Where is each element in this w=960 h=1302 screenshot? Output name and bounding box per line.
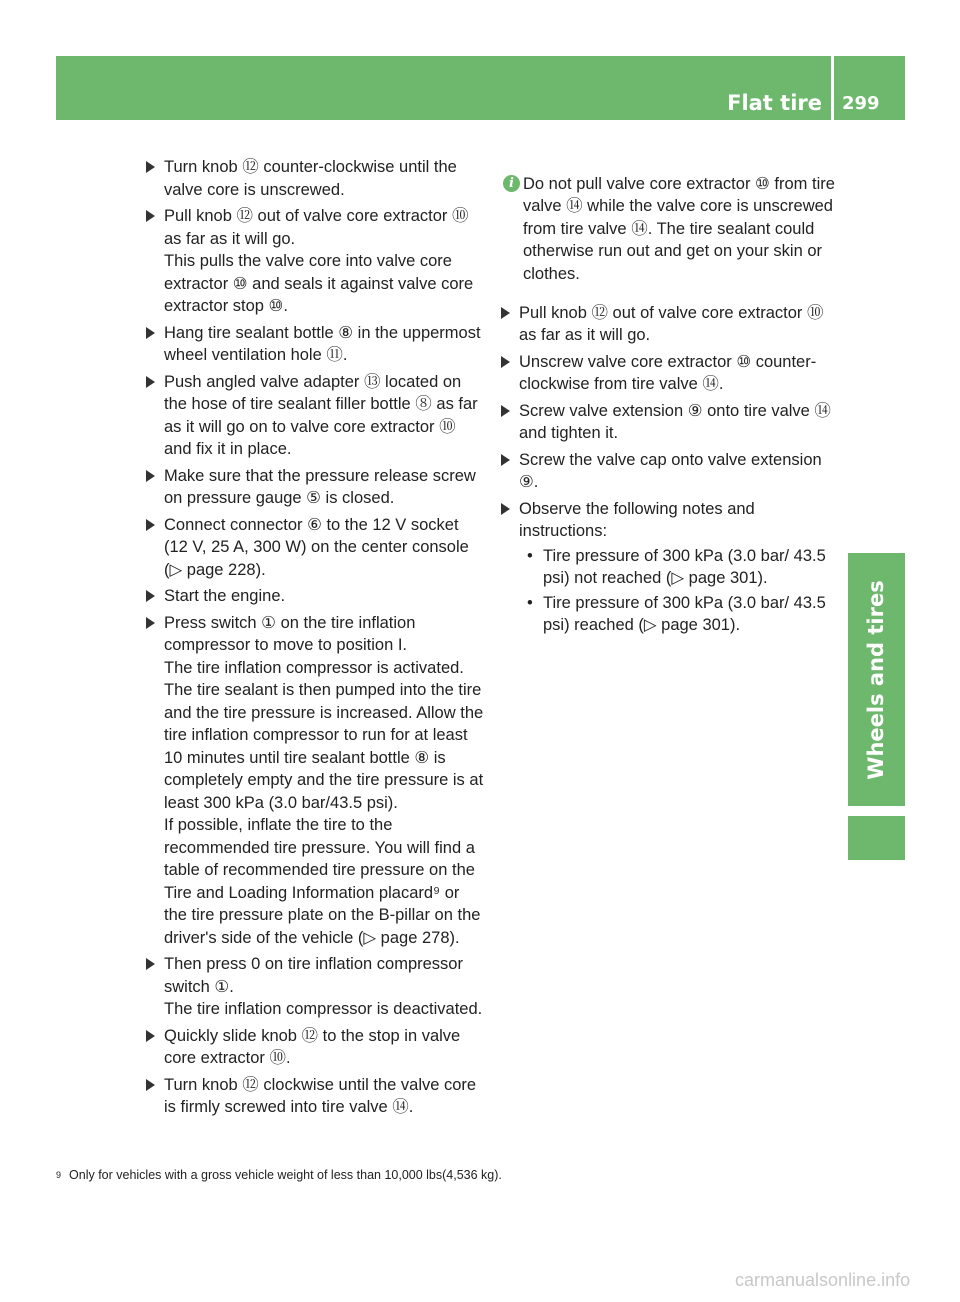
bullet-text: Tire pressure of 300 kPa (3.0 bar/ 43.5 psi) reached (▷ page 301). <box>543 593 826 634</box>
footnote-text: Only for vehicles with a gross vehicle weight of less than 10,000 lbs(4,536 kg). <box>69 1168 502 1182</box>
step-text: Screw valve extension ⑨ onto tire valve ⑭ and tighten it. <box>519 401 831 442</box>
step-arrow-icon <box>501 503 510 515</box>
step-text: Turn knob ⑫ clockwise until the valve core is firmly screwed into tire valve ⑭. <box>164 1075 477 1116</box>
step-arrow-icon <box>146 1030 155 1042</box>
page-title: Flat tire <box>727 91 822 115</box>
step-text: Push angled valve adapter ⑬ located on the hose of tire sealant filler bottle ⑧ as far as it will go on to valve core extractor ⑩ and fix it in place. <box>164 372 478 458</box>
instruction-step <box>501 449 839 494</box>
step-arrow-icon <box>146 1079 155 1091</box>
bullet-item <box>519 545 839 590</box>
step-text: Turn knob ⑫ counter-clockwise until the valve core is unscrewed. <box>164 158 457 199</box>
step-text: Unscrew valve core extractor ⑩ counter-clockwise from tire valve ⑭. <box>519 352 817 393</box>
step-note: The tire inflation compressor is deactivated. <box>164 1000 483 1018</box>
step-arrow-icon <box>146 327 155 339</box>
info-text: Do not pull valve core extractor ⑩ from tire valve ⑭ while the valve core is unscrewed from tire valve ⑭. The tire sealant could otherwise run out and get on your skin or clothes. <box>523 174 835 283</box>
step-arrow-icon <box>146 470 155 482</box>
bullet-text: Tire pressure of 300 kPa (3.0 bar/ 43.5 psi) not reached (▷ page 301). <box>543 546 826 587</box>
instruction-step <box>146 953 484 1021</box>
right-column <box>501 156 839 641</box>
instruction-step <box>146 585 484 608</box>
step-arrow-icon <box>501 454 510 466</box>
step-text: Screw the valve cap onto valve extension ⑨. <box>519 450 822 491</box>
step-arrow-icon <box>501 307 510 319</box>
instruction-step <box>146 322 484 367</box>
step-arrow-icon <box>146 617 155 629</box>
instruction-step <box>146 1025 484 1070</box>
step-note: The tire inflation compressor is activated. The tire sealant is then pumped into the tire and the tire pressure is increased. Allow the tire inflation compressor to run for at least 10 minutes until tire sealant bottle ⑧ is completely empty and the tire pressure is at least 300 kPa (3.0 bar/43.5 psi). <box>164 658 484 812</box>
step-arrow-icon <box>146 210 155 222</box>
step-arrow-icon <box>501 405 510 417</box>
instruction-step <box>146 514 484 582</box>
step-arrow-icon <box>146 519 155 531</box>
step-text: Quickly slide knob ⑫ to the stop in valve core extractor ⑩. <box>164 1026 461 1067</box>
page-number: 299 <box>842 93 880 114</box>
instruction-step <box>501 400 839 445</box>
step-text: Pull knob ⑫ out of valve core extractor ⑩ as far as it will go. <box>519 303 824 344</box>
watermark: carmanualsonline.info <box>735 1270 911 1290</box>
instruction-step <box>146 465 484 510</box>
bullet-dot-icon: • <box>527 593 533 612</box>
step-text: Pull knob ⑫ out of valve core extractor ⑩ as far as it will go. <box>164 207 469 248</box>
instruction-step <box>501 351 839 396</box>
step-arrow-icon <box>146 590 155 602</box>
bullet-item <box>519 592 839 637</box>
step-text: Then press 0 on tire inflation compressor switch ①. <box>164 955 463 996</box>
step-text: Hang tire sealant bottle ⑧ in the uppermost wheel ventilation hole ⑪. <box>164 323 481 364</box>
info-note <box>501 173 839 286</box>
footnote <box>56 1166 856 1184</box>
section-tab-marker <box>848 816 905 860</box>
bullet-dot-icon: • <box>527 546 533 565</box>
step-arrow-icon <box>501 356 510 368</box>
step-arrow-icon <box>146 958 155 970</box>
instruction-step <box>146 371 484 461</box>
step-text: Press switch ① on the tire inflation compressor to move to position I. <box>164 613 416 654</box>
step-note: This pulls the valve core into valve core extractor ⑩ and seals it against valve core extractor stop ⑩. <box>164 252 474 315</box>
step-note: If possible, inflate the tire to the recommended tire pressure. You will find a table of recommended tire pressure on the Tire and Loading Information placard⁹ or the tire pressure plate on the B-pillar on the driver's side of the vehicle (▷ page 278). <box>164 816 481 947</box>
info-icon: i <box>503 175 520 192</box>
instruction-step <box>146 205 484 318</box>
instruction-step <box>501 498 839 637</box>
step-text: Make sure that the pressure release screw on pressure gauge ⑤ is closed. <box>164 466 476 507</box>
header-divider <box>831 56 834 120</box>
footnote-mark: 9 <box>56 1170 62 1180</box>
step-text: Observe the following notes and instructions: <box>519 499 755 540</box>
step-arrow-icon <box>146 161 155 173</box>
instruction-step <box>146 156 484 201</box>
left-column <box>146 156 484 1123</box>
instruction-step <box>146 612 484 950</box>
instruction-step <box>146 1074 484 1119</box>
step-arrow-icon <box>146 376 155 388</box>
step-text: Start the engine. <box>164 587 286 605</box>
step-text: Connect connector ⑥ to the 12 V socket (12 V, 25 A, 300 W) on the center console (▷ page 228). <box>164 515 469 579</box>
section-tab-label: Wheels and tires <box>864 580 888 780</box>
instruction-step <box>501 302 839 347</box>
